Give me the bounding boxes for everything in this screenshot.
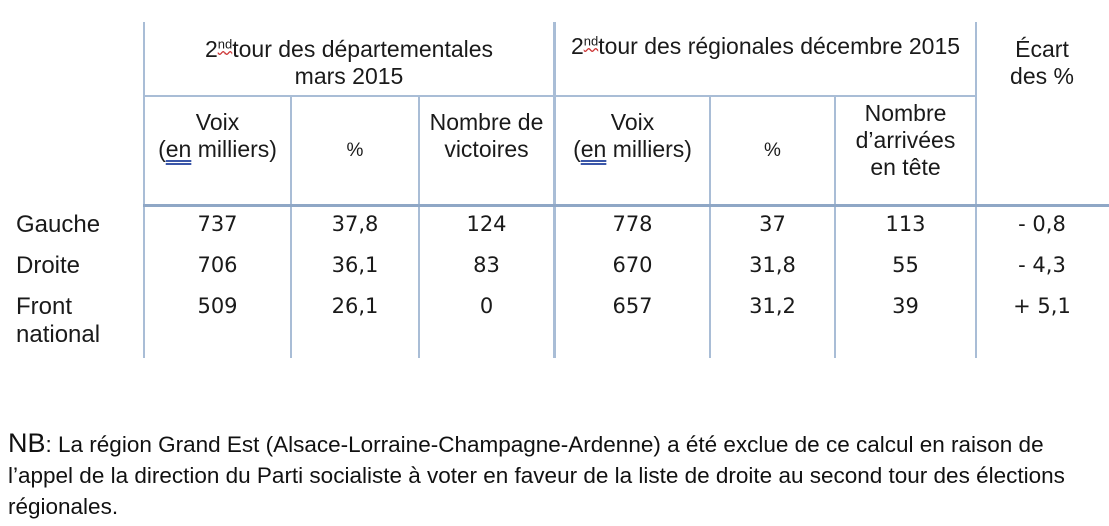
- table-cell: 509: [197, 293, 238, 318]
- header-departementales: 2ndtour des départementales mars 2015: [204, 36, 494, 89]
- table-cell: 670: [612, 252, 653, 277]
- table-cell: 0: [479, 293, 494, 318]
- table-cell: + 5,1: [1013, 293, 1071, 318]
- subheader-arrivees: Nombre d’arrivées en tête: [855, 100, 956, 180]
- subheader-pct-dep: %: [346, 139, 364, 161]
- grid-line: [143, 95, 975, 97]
- table-cell: 83: [473, 252, 500, 277]
- row-label-gauche: Gauche: [16, 211, 101, 238]
- grid-line: [143, 204, 1109, 207]
- table-cell: 113: [885, 211, 926, 236]
- table-cell: 31,2: [749, 293, 796, 318]
- table-cell: 778: [612, 211, 653, 236]
- table-cell: 124: [466, 211, 507, 236]
- row-label-droite: Droite: [16, 252, 81, 279]
- footnote: [8, 428, 1106, 522]
- table-cell: 706: [197, 252, 238, 277]
- table-cell: 26,1: [331, 293, 379, 318]
- subheader-victoires: Nombre de victoires: [429, 109, 544, 162]
- table-cell: 31,8: [749, 252, 796, 277]
- table-cell: 39: [892, 293, 919, 318]
- subheader-voix-reg: Voix (en milliers): [573, 109, 692, 162]
- footnote-prefix: NB: [8, 428, 46, 458]
- footnote-text: : La région Grand Est (Alsace-Lorraine-Champagne-Ardenne) a été exclue de ce calcul en raison de l’appel de la direction du Parti socialiste à voter en faveur de la liste de droite au second tour des élections régionales.: [8, 432, 1065, 519]
- table-cell: 657: [612, 293, 653, 318]
- table-cell: 37: [759, 211, 786, 236]
- row-label-front-national: Front national: [16, 293, 101, 348]
- subheader-pct-reg: %: [764, 139, 781, 161]
- table-cell: 737: [197, 211, 238, 236]
- table-cell: 55: [892, 252, 919, 277]
- table-cell: - 0,8: [1018, 211, 1066, 236]
- table-cell: 37,8: [331, 211, 379, 236]
- header-regionales: 2ndtour des régionales décembre 2015: [570, 33, 961, 59]
- table-cell: 36,1: [331, 252, 379, 277]
- header-ecart: Écart des %: [1010, 36, 1074, 89]
- subheader-voix-dep: Voix (en milliers): [158, 109, 277, 162]
- table-cell: - 4,3: [1018, 252, 1066, 277]
